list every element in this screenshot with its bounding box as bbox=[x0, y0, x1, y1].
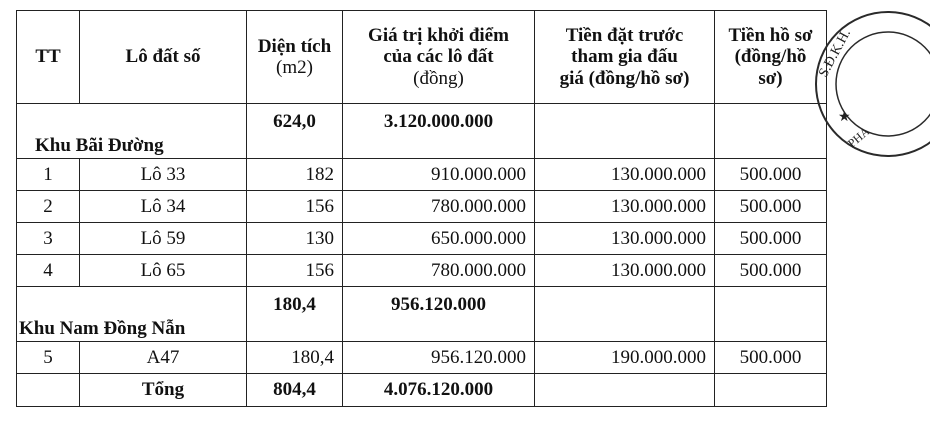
total-area: 804,4 bbox=[247, 374, 343, 407]
cell-area: 156 bbox=[247, 255, 343, 287]
price-line-1: Giá trị khởi điểm bbox=[368, 25, 509, 47]
cell-tt: 5 bbox=[17, 342, 80, 374]
group-name: Khu Bãi Đường bbox=[17, 104, 247, 159]
cell-deposit: 130.000.000 bbox=[535, 191, 715, 223]
cell-fee: 500.000 bbox=[715, 223, 827, 255]
cell-area: 180,4 bbox=[247, 342, 343, 374]
price-line-2: của các lô đất bbox=[383, 46, 494, 68]
col-header-area bbox=[247, 11, 343, 104]
col-header-fee bbox=[715, 11, 827, 104]
empty-cell bbox=[535, 287, 715, 342]
table-row bbox=[17, 191, 827, 223]
table-row bbox=[17, 255, 827, 287]
empty-cell bbox=[715, 104, 827, 159]
group-value: 956.120.000 bbox=[343, 287, 535, 342]
cell-lot: Lô 59 bbox=[80, 223, 247, 255]
cell-deposit: 190.000.000 bbox=[535, 342, 715, 374]
deposit-line-1: Tiền đặt trước bbox=[565, 25, 684, 47]
cell-lot: Lô 33 bbox=[80, 159, 247, 191]
cell-area: 182 bbox=[247, 159, 343, 191]
cell-price: 780.000.000 bbox=[343, 255, 535, 287]
table-row bbox=[17, 159, 827, 191]
cell-area: 130 bbox=[247, 223, 343, 255]
empty-cell bbox=[535, 374, 715, 407]
group-row-nam-dong-nan bbox=[17, 287, 827, 342]
col-header-price bbox=[343, 11, 535, 104]
table-row bbox=[17, 223, 827, 255]
col-header-deposit bbox=[535, 11, 715, 104]
cell-deposit: 130.000.000 bbox=[535, 159, 715, 191]
fee-line-1: Tiền hồ sơ bbox=[728, 25, 813, 47]
empty-cell bbox=[535, 104, 715, 159]
area-title: Diện tích bbox=[257, 35, 332, 57]
cell-price: 910.000.000 bbox=[343, 159, 535, 191]
cell-tt: 3 bbox=[17, 223, 80, 255]
cell-price: 650.000.000 bbox=[343, 223, 535, 255]
table-row bbox=[17, 342, 827, 374]
cell-fee: 500.000 bbox=[715, 191, 827, 223]
cell-tt: 4 bbox=[17, 255, 80, 287]
cell-deposit: 130.000.000 bbox=[535, 223, 715, 255]
price-unit: (đồng) bbox=[413, 67, 464, 89]
cell-fee: 500.000 bbox=[715, 342, 827, 374]
deposit-line-2: tham gia đấu bbox=[571, 46, 678, 68]
cell-lot: Lô 65 bbox=[80, 255, 247, 287]
cell-tt: 1 bbox=[17, 159, 80, 191]
fee-line-2: (đồng/hồ bbox=[734, 46, 807, 68]
cell-price: 956.120.000 bbox=[343, 342, 535, 374]
deposit-line-3: giá (đồng/hồ sơ) bbox=[559, 67, 690, 89]
official-seal-stamp bbox=[812, 8, 930, 168]
group-value: 3.120.000.000 bbox=[343, 104, 535, 159]
col-header-tt: TT bbox=[17, 11, 80, 104]
header-row bbox=[17, 11, 827, 104]
cell-tt: 2 bbox=[17, 191, 80, 223]
stamp-star: ★ bbox=[838, 110, 851, 125]
group-area: 180,4 bbox=[247, 287, 343, 342]
cell-lot: A47 bbox=[80, 342, 247, 374]
cell-lot: Lô 34 bbox=[80, 191, 247, 223]
cell-fee: 500.000 bbox=[715, 159, 827, 191]
empty-cell bbox=[715, 287, 827, 342]
stamp-text-bottom: PHA bbox=[844, 124, 873, 151]
total-label: Tổng bbox=[80, 374, 247, 407]
fee-line-3: sơ) bbox=[758, 67, 783, 89]
empty-cell bbox=[715, 374, 827, 407]
stamp-text: S.Đ.K.H. bbox=[816, 26, 855, 80]
cell-price: 780.000.000 bbox=[343, 191, 535, 223]
cell-fee: 500.000 bbox=[715, 255, 827, 287]
area-unit: (m2) bbox=[276, 57, 313, 78]
cell-area: 156 bbox=[247, 191, 343, 223]
group-name: Khu Nam Đồng Nẫn bbox=[17, 287, 247, 342]
empty-cell bbox=[17, 374, 80, 407]
group-row-bai-duong bbox=[17, 104, 827, 159]
cell-deposit: 130.000.000 bbox=[535, 255, 715, 287]
group-area: 624,0 bbox=[247, 104, 343, 159]
total-row bbox=[17, 374, 827, 407]
col-header-lot: Lô đất số bbox=[80, 11, 247, 104]
total-value: 4.076.120.000 bbox=[343, 374, 535, 407]
auction-lots-table bbox=[16, 10, 827, 407]
